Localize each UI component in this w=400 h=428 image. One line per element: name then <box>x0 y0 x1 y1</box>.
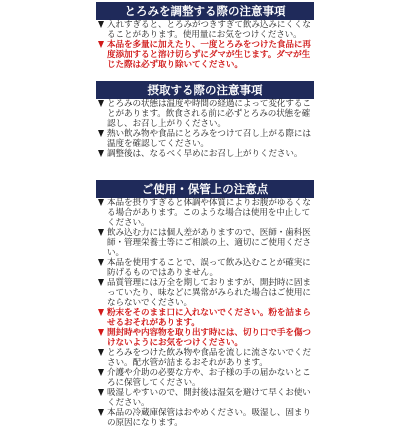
item-text: 飲み込む力には個人差がありますので、医師・歯科医師・管理栄養士等にご相談の上、適切にご使用ください。 <box>107 228 311 258</box>
item-text: 開封時や内容物を取り出す時には、切り口で手を傷つけないようにお気をつけください。 <box>107 328 311 348</box>
section-title: ご使用・保管上の注意点 <box>96 180 314 198</box>
list-item <box>96 99 314 129</box>
list-item <box>96 368 314 388</box>
list-item <box>96 388 314 408</box>
item-list <box>96 99 314 159</box>
item-text: 介護や介助の必要な方や、お子様の手の届かないところに保管してください。 <box>107 368 311 388</box>
triangle-bullet-icon <box>98 41 104 48</box>
item-text: 本品の冷蔵庫保管はおやめください。吸湿し、固まりの原因になります。 <box>107 408 311 428</box>
triangle-bullet-icon <box>98 349 104 356</box>
triangle-bullet-icon <box>98 100 104 107</box>
section-intake <box>96 81 314 159</box>
triangle-bullet-icon <box>98 409 104 416</box>
triangle-bullet-icon <box>98 369 104 376</box>
item-text: 粉末をそのまま口に入れないでください。粉を詰まらせるおそれがあります。 <box>107 308 311 328</box>
item-list <box>96 20 314 70</box>
list-item <box>96 228 314 258</box>
section-usage-storage <box>96 180 314 428</box>
triangle-bullet-icon <box>98 309 104 316</box>
list-item <box>96 308 314 328</box>
section-title: 摂取する際の注意事項 <box>96 81 314 99</box>
item-text: 本品を摂りすぎると体調や体質によりお腹がゆるくなる場合があります。このような場合は使用を中止してください。 <box>107 198 311 228</box>
triangle-bullet-icon <box>98 21 104 28</box>
section-title: とろみを調整する際の注意事項 <box>96 2 314 20</box>
item-text: とろみをつけた飲み物や食品を流しに流さないでください。配水管が詰まるおそれがあります。 <box>107 348 311 368</box>
triangle-bullet-icon <box>98 130 104 137</box>
triangle-bullet-icon <box>98 259 104 266</box>
triangle-bullet-icon <box>98 199 104 206</box>
list-item <box>96 40 314 70</box>
list-item <box>96 129 314 149</box>
triangle-bullet-icon <box>98 150 104 157</box>
item-text: 本品を使用することで、誤って飲み込むことが確実に防げるものではありません。 <box>107 258 311 278</box>
list-item <box>96 20 314 40</box>
triangle-bullet-icon <box>98 329 104 336</box>
list-item <box>96 348 314 368</box>
item-text: 熱い飲み物や食品にとろみをつけて召し上がる際には温度を確認してください。 <box>107 129 311 149</box>
list-item <box>96 198 314 228</box>
item-text: 品質管理には万全を期しておりますが、開封時に固まっていたり、味などに異常がみられた場合はご使用にならないでください。 <box>107 278 311 308</box>
item-text: とろみの状態は温度や時間の経過によって変化することがあります。飲食される前に必ずとろみの状態を確認し、お召し上がりください。 <box>107 99 311 129</box>
item-list <box>96 198 314 428</box>
triangle-bullet-icon <box>98 229 104 236</box>
triangle-bullet-icon <box>98 279 104 286</box>
triangle-bullet-icon <box>98 389 104 396</box>
list-item <box>96 149 314 159</box>
item-text: 調整後は、なるべく早めにお召し上がりください。 <box>107 149 303 159</box>
section-adjustment <box>96 2 314 70</box>
item-text: 入れすぎると、とろみがつきすぎて飲み込みにくくなることがあります。使用量にお気をつけください。 <box>107 20 311 40</box>
item-text: 本品を多量に加えたり、一度とろみをつけた食品に再度添加すると溶け切らずにダマが生じます。ダマが生じた際は必ず取り除いてください。 <box>107 40 311 70</box>
list-item <box>96 328 314 348</box>
list-item <box>96 408 314 428</box>
list-item <box>96 258 314 278</box>
list-item <box>96 278 314 308</box>
item-text: 吸湿しやすいので、開封後は湿気を避けて早くお使いください。 <box>107 388 311 408</box>
